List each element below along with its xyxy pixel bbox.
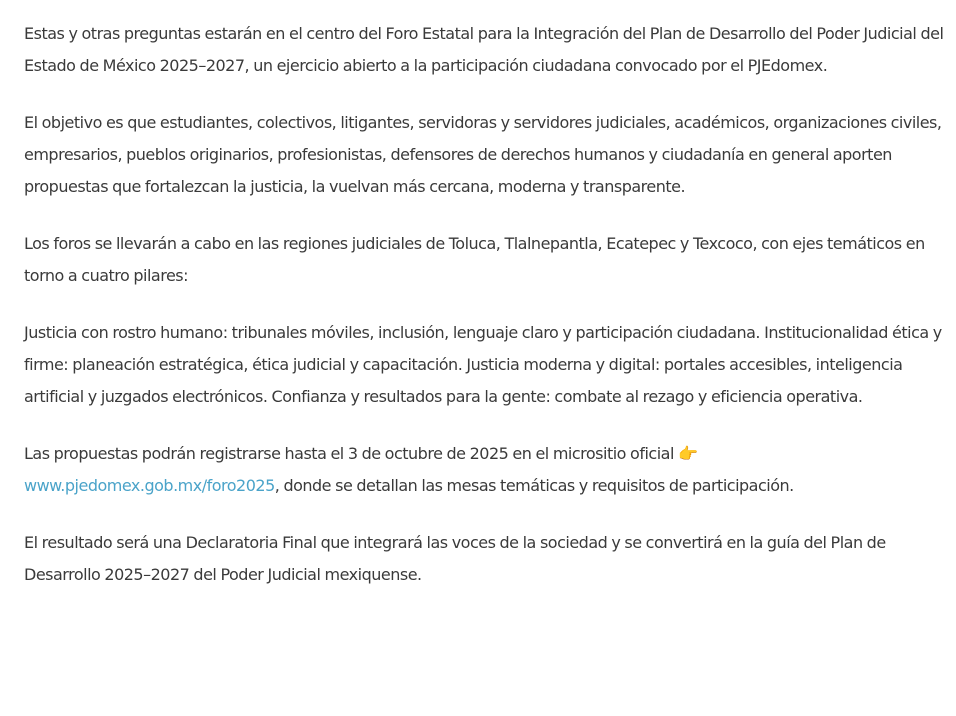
article-body bbox=[24, 18, 950, 616]
paragraph-regions: Los foros se llevarán a cabo en las regiones judiciales de Toluca, Tlalnepantla, Ecatepec y Texcoco, con ejes temáticos en torno a cuatro pilares: bbox=[24, 234, 925, 285]
paragraph-closing: El resultado será una Declaratoria Final que integrará las voces de la sociedad y se convertirá en la guía del Plan de Desarrollo 2025–2027 del Poder Judicial mexiquense. bbox=[24, 533, 886, 584]
paragraph-registration bbox=[24, 438, 950, 502]
paragraph-intro: Estas y otras preguntas estarán en el centro del Foro Estatal para la Integración del Plan de Desarrollo del Poder Judicial del Estado de México 2025–2027, un ejercicio abierto a la participación ciudadana convocado por el PJEdomex. bbox=[24, 24, 944, 75]
pointing-hand-icon: 👉 bbox=[678, 444, 698, 463]
paragraph-pillars: Justicia con rostro humano: tribunales móviles, inclusión, lenguaje claro y participación ciudadana. Institucionalidad ética y firme: planeación estratégica, ética judicial y capacitación. Justicia moderna y digital: portales accesibles, inteligencia artificial y juzgados electrónicos. Confianza y resultados para la gente: combate al rezago y eficiencia operativa. bbox=[24, 323, 942, 406]
registration-text-after: , donde se detallan las mesas temáticas y requisitos de participación. bbox=[274, 476, 794, 495]
paragraph-objective: El objetivo es que estudiantes, colectivos, litigantes, servidoras y servidores judiciales, académicos, organizaciones civiles, empresarios, pueblos originarios, profesionistas, defensores de derechos humanos y ciudadanía en general aporten propuestas que fortalezcan la justicia, la vuelvan más cercana, moderna y transparente. bbox=[24, 113, 942, 196]
registration-text: Las propuestas podrán registrarse hasta el 3 de octubre de 2025 en el micrositio oficial bbox=[24, 444, 678, 463]
microsite-link[interactable]: www.pjedomex.gob.mx/foro2025 bbox=[24, 476, 275, 495]
